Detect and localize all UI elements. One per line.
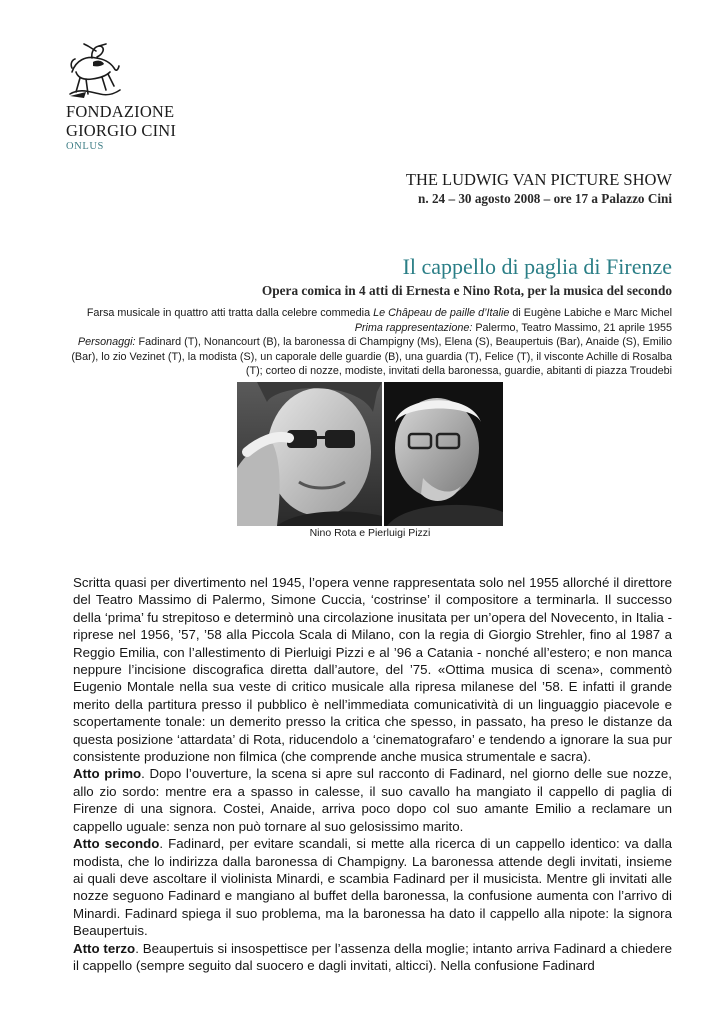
event-date: n. 24 – 30 agosto 2008 – ore 17 a Palazzo Cini — [418, 191, 672, 206]
act-title: Atto primo — [73, 766, 142, 782]
act-paragraph — [73, 765, 672, 835]
characters-list: Fadinard (T), Nonancourt (B), la baronessa di Champigny (Ms), Elena (S), Beaupertuis (Bar), Anaide (S), Emilio (Bar), lo zio Vezinet (T), la modista (S), un caporale delle guardie (B), una guardia (T), Felice (T), il visconte Achille di Rosalba (T); corteo di nozze, modiste, invitati della baronessa, guardie, abitanti di piazza Troudebi — [71, 336, 672, 378]
act-title: Atto secondo — [73, 836, 160, 852]
series-title: THE LUDWIG VAN PICTURE SHOW — [405, 170, 672, 189]
org-name-line1: FONDAZIONE — [66, 102, 175, 121]
horse-rider-emblem-icon — [66, 42, 122, 100]
credits-source-work: Le Chȃpeau de paille d’Italie — [373, 307, 510, 319]
org-onlus: ONLUS — [66, 141, 105, 152]
photo-caption: Nino Rota e Pierluigi Pizzi — [309, 527, 431, 539]
characters-label: Personaggi: — [77, 336, 136, 349]
credits-source-prefix: Farsa musicale in quattro atti tratta dalla celebre commedia — [86, 307, 374, 319]
credits-premiere-line — [52, 321, 672, 336]
org-name-line2: GIORGIO CINI — [66, 121, 177, 140]
opera-title: Il cappello di paglia di Firenze — [402, 254, 672, 279]
opera-heading — [52, 254, 672, 300]
act-text: . Dopo l’ouverture, la scena si apre sul racconto di Fadinard, nel giorno delle sue nozze, allo zio sordo: mentre era a spasso in calesse, il suo cavallo ha mangiato il cappello di paglia di Firenze di una signora. Costei, Anaide, arriva poco dopo col suo amante Emilio a reclamare un cappello uguale: senza non può tornare al suo gelosissimo marito. — [73, 766, 672, 834]
credits-characters — [52, 335, 672, 379]
premiere-label: Prima rappresentazione: — [354, 321, 473, 334]
opera-subtitle: Opera comica in 4 atti di Ernesta e Nino Rota, per la musica del secondo — [261, 283, 672, 298]
act-title: Atto terzo — [73, 940, 136, 956]
act-text: . Beaupertuis si insospettisce per l’assenza della moglie; intanto arriva Fadinard a chiedere il cappello (sempre seguito dal suocero e dagli invitati, alticci). Nella confusione Fadinard — [73, 940, 672, 973]
article-body — [73, 574, 672, 974]
credits-source-suffix: di Eugène Labiche e Marc Michel — [509, 307, 672, 319]
act-paragraph — [73, 940, 672, 975]
act-text: . Fadinard, per evitare scandali, si mette alla ricerca di un cappello identico: va dalla modista, che lo indirizza dalla baronessa di Champigny. La baronessa attende degli invitati, insieme ai quali deve ascoltare il violinista Minardi, e scambia Fadinard per il musicista. Mentre gli invitati alle nozze seguono Fadinard e mangiano al buffet della baronessa, la confusione aumenta con l’arrivo di Minardi. Fadinard spiega il suo problema, ma la baronessa ha dato il cappello alla nipote: la signora Beaupertuis. — [73, 836, 672, 939]
intro-paragraph: Scritta quasi per divertimento nel 1945, l’opera venne rappresentata solo nel 1955 allorché il direttore del Teatro Massimo di Palermo, Simone Cuccia, ‘costrinse’ il compositore a terminarla. Il successo della ‘prima’ fu strepitoso e determinò una circolazione inusitata per un’opera del Novecento, in Italia - riprese nel 1956, ’57, ’58 alla Piccola Scala di Milano, con la regia di Giorgio Strehler, fino al 1987 a Reggio Emilia, con l’allestimento di Pierluigi Pizzi e al ’96 a Catania - nonché all’estero; e non manca neppure l’incisione discografica diretta dall’autore, del ’75. «Ottima musica di scena», commentò Eugenio Montale nella sua veste di critico musicale alla ripresa milanese del ’58. E infatti il grande merito della partitura presso il pubblico è nell’immediata comunicatività di un linguaggio piacevole e scopertamente tonale: un demerito presso la critica che spesso, in passato, ha preso le distanze da questa posizione ‘attardata’ di Rota, riducendolo a ‘cinematografaro’ e tendendo a ignorare la sua pur consistente produzione non filmica (che comprende anche musica strumentale e sacra). — [73, 575, 672, 765]
credits-source-line — [52, 306, 672, 321]
portrait-photo — [237, 382, 503, 526]
portrait-photo-image — [237, 382, 503, 526]
premiere-value: Palermo, Teatro Massimo, 21 aprile 1955 — [472, 321, 672, 334]
event-header — [406, 170, 672, 208]
opera-credits — [52, 306, 672, 379]
act-paragraph — [73, 835, 672, 939]
